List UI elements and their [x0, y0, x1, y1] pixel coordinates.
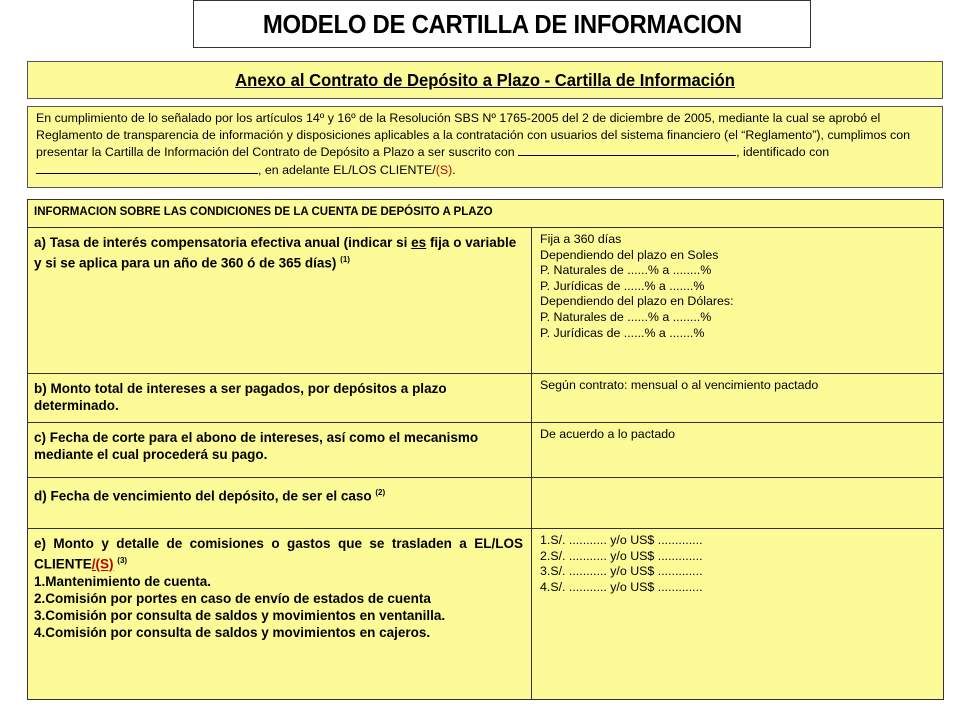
table-header-row — [28, 200, 944, 228]
intro-text-2: , identificado con — [736, 145, 830, 159]
rate-line: P. Naturales de ......% a ........% — [540, 309, 712, 324]
maturity-date-label-text: d) Fecha de vencimiento del depósito, de ser el caso — [34, 488, 372, 504]
intro-text-end: . — [452, 162, 456, 177]
commission-amount-line: 4.S/. ........... y/o US$ ............. — [540, 579, 703, 594]
client-name-blank[interactable] — [518, 143, 736, 156]
interest-rate-label-pre: a) Tasa de interés compensatoria efectiva anual (indicar si — [34, 235, 412, 250]
main-title-text: MODELO DE CARTILLA DE INFORMACION — [262, 8, 742, 39]
annex-title-box — [27, 61, 943, 99]
table-row-cutoff-date — [28, 423, 944, 478]
table-row-interest-rate — [28, 228, 944, 374]
commission-item: 1.Mantenimiento de cuenta. — [34, 573, 212, 589]
interest-rate-label-underlined: es — [411, 235, 427, 250]
commission-item: 2.Comisión por portes en caso de envío de estados de cuenta — [34, 590, 431, 606]
intro-text-red: (S) — [435, 162, 453, 177]
commissions-value — [532, 529, 944, 700]
commission-amount-line: 1.S/. ........... y/o US$ ............. — [540, 533, 703, 547]
intro-text-3: , en adelante EL/LOS CLIENTE/ — [258, 162, 436, 177]
interest-rate-label — [28, 228, 532, 374]
rate-line: Dependiendo del plazo en Soles — [540, 247, 719, 262]
footnote-ref-1: (1) — [340, 255, 350, 264]
commission-item: 4.Comisión por consulta de saldos y movimientos en cajeros. — [34, 624, 431, 640]
commission-item: 3.Comisión por consulta de saldos y movimientos en ventanilla. — [34, 607, 446, 623]
client-id-blank[interactable] — [36, 161, 258, 174]
maturity-date-value — [532, 478, 944, 529]
commission-amount-line: 2.S/. ........... y/o US$ ............. — [540, 548, 703, 563]
commissions-label — [28, 529, 532, 700]
table-header: INFORMACION SOBRE LAS CONDICIONES DE LA CUENTA DE DEPÓSITO A PLAZO — [28, 200, 944, 228]
commissions-intro — [34, 535, 523, 573]
intro-text-1: En cumplimiento de lo señalado por los artículos 14º y 16º de la Resolución SBS Nº 1765-2005 del 2 de diciembre de 2005, mediante la cual se aprobó el Reglamento de transparencia de información y disposiciones aplicables a la contratación con usuarios del sistema financiero (el “Reglamento”), cumplimos con presentar la Cartilla de Información del Contrato de Depósito a Plazo a ser suscrito con — [36, 111, 910, 159]
conditions-table — [27, 199, 944, 700]
rate-line: P. Naturales de ......% a ........% — [540, 263, 712, 278]
rate-line: P. Jurídicas de ......% a .......% — [540, 325, 705, 340]
footnote-ref-3: (3) — [117, 556, 128, 565]
interest-rate-value — [532, 228, 944, 374]
rate-line: P. Jurídicas de ......% a .......% — [540, 278, 705, 293]
cutoff-date-label: c) Fecha de corte para el abono de intereses, así como el mecanismo mediante el cual procederá su pago. — [28, 423, 532, 478]
commission-amount-line: 3.S/. ........... y/o US$ ............. — [540, 564, 703, 579]
table-row-maturity-date — [28, 478, 944, 529]
annex-title: Anexo al Contrato de Depósito a Plazo - Cartilla de Información — [235, 69, 735, 90]
rate-line: Fija a 360 días — [540, 232, 622, 246]
intro-paragraph — [27, 106, 943, 188]
maturity-date-label — [28, 478, 532, 529]
commissions-label-red: /(S) — [91, 556, 114, 572]
main-title — [193, 0, 811, 48]
commissions-label-pre: e) Monto y detalle de comisiones o gastos que se trasladen a EL/LOS CLIENTE — [34, 536, 523, 572]
table-row-commissions — [28, 529, 944, 700]
interest-rate-label-post: fija o variable y si se aplica para un año de 360 ó de 365 días) — [34, 235, 517, 271]
rate-line: Dependiendo del plazo en Dólares: — [540, 294, 734, 309]
total-interest-label: b) Monto total de intereses a ser pagados, por depósitos a plazo determinado. — [28, 374, 532, 423]
cutoff-date-value: De acuerdo a lo pactado — [532, 423, 944, 478]
table-row-total-interest — [28, 374, 944, 423]
footnote-ref-2: (2) — [375, 488, 386, 497]
total-interest-value: Según contrato: mensual o al vencimiento pactado — [532, 374, 944, 423]
